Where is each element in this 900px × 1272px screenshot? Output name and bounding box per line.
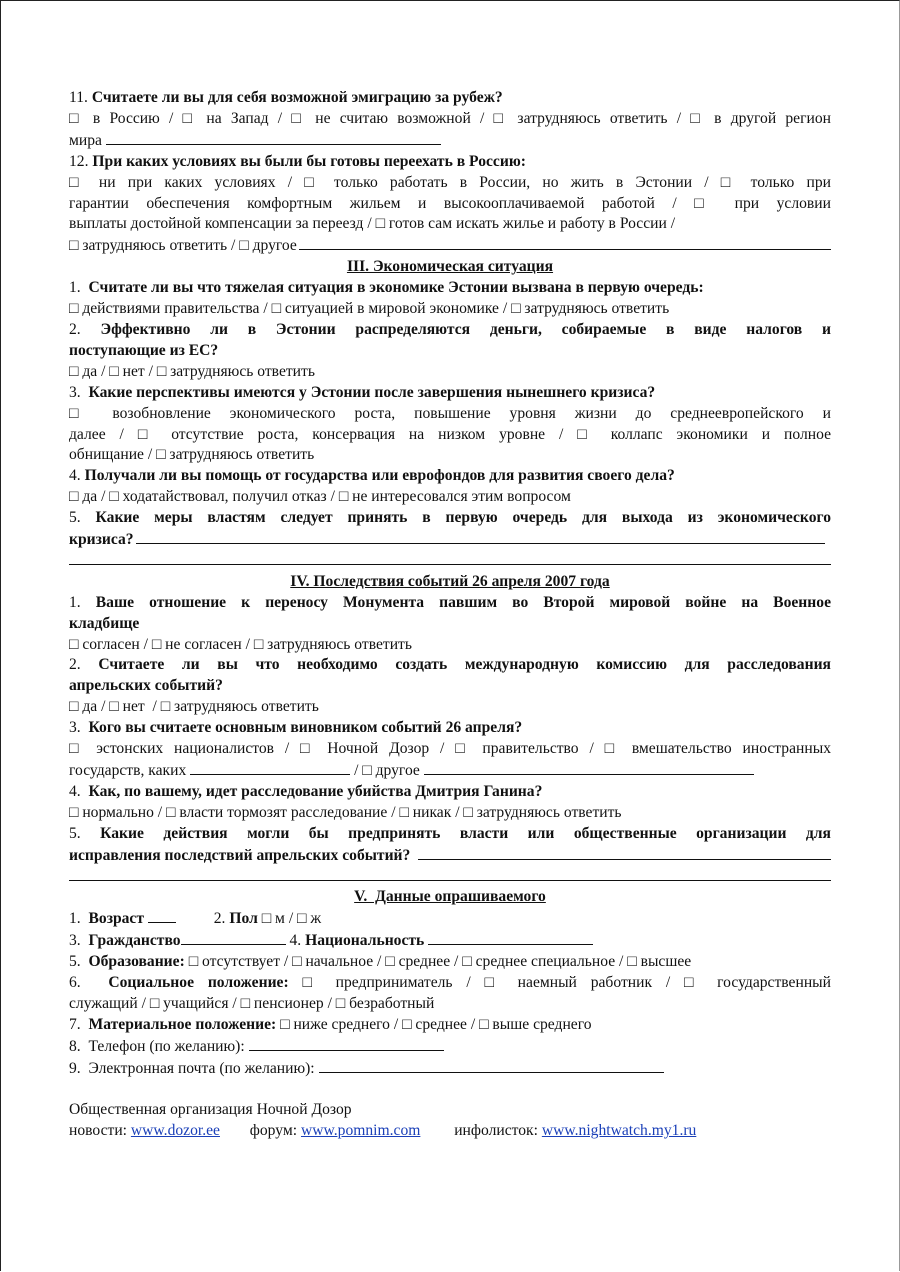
answer-text: □ затрудняюсь ответить / □ другое [69, 237, 297, 255]
section-heading: III. Экономическая ситуация [346, 258, 554, 276]
info-label: инфолисток: [454, 1122, 538, 1140]
question-number: 3. [69, 719, 81, 737]
question-4-3 [69, 718, 831, 739]
respondent-row-9 [69, 1058, 831, 1080]
answer-options-line [69, 529, 831, 551]
question-text: Считаете ли вы что необходимо создать международную комиссию для расследования [98, 656, 831, 674]
item-number: 1. [69, 910, 81, 928]
education-options[interactable]: □ отсутствует / □ начальное / □ среднее / □ среднее специальное / □ высшее [188, 953, 692, 971]
question-text: Какие действия могли бы предпринять власти или общественные организации для [100, 824, 831, 842]
social-status-label: Социальное положение: [108, 974, 289, 992]
question-number: 1. [69, 279, 81, 297]
answer-options: далее / □ отсутствие роста, консервация на низком уровне / □ коллапс экономики и полное [69, 425, 831, 443]
question-number: 4. [69, 782, 81, 800]
answer-options: □ эстонских националистов / □ Ночной Дозор / □ правительство / □ вмешательство иностранных [69, 740, 831, 758]
nationality-field[interactable] [428, 930, 593, 945]
respondent-row-7 [69, 1015, 831, 1036]
forum-link[interactable]: www.pomnim.com [300, 1122, 421, 1140]
question-number: 3. [69, 383, 81, 401]
question-text: Какие меры властям следует принять в первую очередь для выхода из экономического [95, 509, 831, 527]
answer-options: выплаты достойной компенсации за переезд / □ готов сам искать жилье и работу в России / [69, 215, 676, 233]
question-11 [69, 88, 831, 109]
answer-text: мира [69, 131, 102, 149]
question-text: Считате ли вы что тяжелая ситуация в экономике Эстонии вызвана в первую очередь: [88, 279, 704, 297]
answer-options: обнищание / □ затрудняюсь ответить [69, 446, 315, 464]
question-text: кладбище [69, 614, 140, 632]
answer-blank[interactable] [136, 529, 825, 544]
material-status-label: Материальное положение: [88, 1015, 277, 1033]
news-label: новости: [69, 1122, 127, 1140]
phone-field[interactable] [249, 1036, 444, 1051]
question-number: 2. [69, 320, 81, 338]
social-status-options[interactable]: □ предприниматель / □ наемный работник / □ государственный [302, 974, 831, 992]
question-3-2 [69, 320, 831, 341]
question-text: исправления последствий апрельских событий? [69, 846, 411, 864]
question-text: Какие перспективы имеются у Эстонии после завершения нынешнего кризиса? [88, 383, 656, 401]
answer-options-line [69, 235, 831, 257]
questionnaire-page [69, 88, 831, 1142]
question-4-1 [69, 593, 831, 614]
nationality-label: Национальность [305, 932, 425, 950]
answer-blank[interactable] [418, 845, 831, 860]
question-3-1 [69, 278, 831, 299]
answer-options: □ ни при каких условиях / □ только работать в России, но жить в Эстонии / □ только при [69, 173, 831, 191]
question-number: 12. [69, 152, 89, 170]
item-number: 9. [69, 1059, 81, 1077]
question-text: апрельских событий? [69, 677, 223, 695]
respondent-row-5 [69, 952, 831, 973]
sex-options[interactable]: □ м / □ ж [261, 910, 322, 928]
question-text: Считаете ли вы для себя возможной эмиграцию за рубеж? [91, 89, 503, 106]
info-link[interactable]: www.nightwatch.my1.ru [541, 1122, 697, 1140]
item-number: 5. [69, 953, 81, 971]
age-field[interactable] [148, 908, 176, 923]
question-number: 4. [69, 467, 81, 485]
item-number: 7. [69, 1015, 81, 1033]
section-heading: V. Данные опрашиваемого [354, 888, 546, 906]
question-text: Кого вы считаете основным виновником событий 26 апреля? [88, 719, 523, 737]
answer-options: □ в Россию / □ на Запад / □ не считаю возможной / □ затрудняюсь ответить / □ в другой регион [69, 109, 831, 127]
answer-options: □ да / □ ходатайствовал, получил отказ / □ не интересовался этим вопросом [69, 488, 571, 506]
answer-text: / □ другое [354, 761, 420, 779]
question-3-4 [69, 466, 831, 487]
answer-options: □ действиями правительства / □ ситуацией в мировой экономике / □ затрудняюсь ответить [69, 300, 670, 318]
question-number: 11. [69, 89, 88, 106]
answer-options: □ возобновление экономического роста, повышение уровня жизни до среднеевропейского и [69, 404, 831, 422]
question-text: Ваше отношение к переносу Монумента павшим во Второй мировой войне на Военное [95, 593, 831, 611]
question-4-2 [69, 655, 831, 676]
question-text: Как, по вашему, идет расследование убийства Дмитрия Ганина? [88, 782, 543, 800]
phone-label: Телефон (по желанию): [88, 1037, 245, 1055]
answer-options: □ согласен / □ не согласен / □ затрудняюсь ответить [69, 635, 412, 653]
forum-label: форум: [249, 1122, 298, 1140]
item-number: 8. [69, 1037, 81, 1055]
answer-options: □ нормально / □ власти тормозят расследование / □ никак / □ затрудняюсь ответить [69, 803, 622, 821]
question-number: 2. [69, 656, 81, 674]
email-label: Электронная почта (по желанию): [88, 1059, 315, 1077]
education-label: Образование: [88, 953, 185, 971]
question-text: поступающие из ЕС? [69, 341, 219, 359]
question-12 [69, 152, 831, 173]
answer-options-line [69, 845, 831, 867]
email-field[interactable] [319, 1058, 664, 1073]
age-label: Возраст [88, 910, 145, 928]
section-heading: IV. Последствия событий 26 апреля 2007 года [290, 572, 610, 590]
respondent-row-3 [69, 930, 831, 952]
answer-options: □ да / □ нет / □ затрудняюсь ответить [69, 698, 319, 716]
respondent-row-6 [69, 973, 831, 994]
question-number: 5. [69, 509, 81, 527]
answer-options-line [69, 130, 831, 152]
news-link[interactable]: www.dozor.ee [130, 1122, 220, 1140]
respondent-row-8 [69, 1036, 831, 1058]
citizenship-field[interactable] [181, 930, 286, 945]
citizenship-label: Гражданство [88, 932, 181, 950]
question-4-5 [69, 824, 831, 845]
question-3-3 [69, 383, 831, 404]
answer-blank[interactable] [424, 760, 754, 775]
item-number: 4. [289, 932, 302, 950]
answer-blank[interactable] [299, 235, 831, 250]
question-number: 1. [69, 593, 81, 611]
question-4-4 [69, 782, 831, 803]
item-number: 3. [69, 932, 81, 950]
question-text: Получали ли вы помощь от государства или еврофондов для развития своего дела? [84, 467, 675, 485]
question-3-5 [69, 508, 831, 529]
answer-blank[interactable] [190, 760, 350, 775]
item-number: 6. [69, 974, 81, 992]
footer-links [69, 1121, 831, 1142]
answer-blank-line[interactable] [69, 867, 831, 881]
answer-blank[interactable] [106, 130, 441, 145]
material-status-options[interactable]: □ ниже среднего / □ среднее / □ выше среднего [280, 1015, 592, 1033]
answer-blank-line[interactable] [69, 551, 831, 565]
answer-text: государств, каких [69, 761, 187, 779]
answer-options: □ да / □ нет / □ затрудняюсь ответить [69, 362, 315, 380]
question-text: При каких условиях вы были бы готовы переехать в Россию: [92, 152, 526, 170]
question-number: 5. [69, 824, 81, 842]
item-number: 2. [213, 910, 226, 928]
organization-name: Общественная организация Ночной Дозор [69, 1101, 352, 1119]
question-text: Эффективно ли в Эстонии распределяются деньги, собираемые в виде налогов и [100, 320, 831, 338]
sex-label: Пол [229, 910, 258, 928]
social-status-options[interactable]: служащий / □ учащийся / □ пенсионер / □ безработный [69, 994, 435, 1012]
respondent-row-1 [69, 908, 831, 930]
question-text: кризиса? [69, 531, 134, 549]
answer-options-line [69, 760, 831, 782]
answer-options: гарантии обеспечения комфортным жильем и высокооплачиваемой работой / □ при условии [69, 194, 831, 212]
